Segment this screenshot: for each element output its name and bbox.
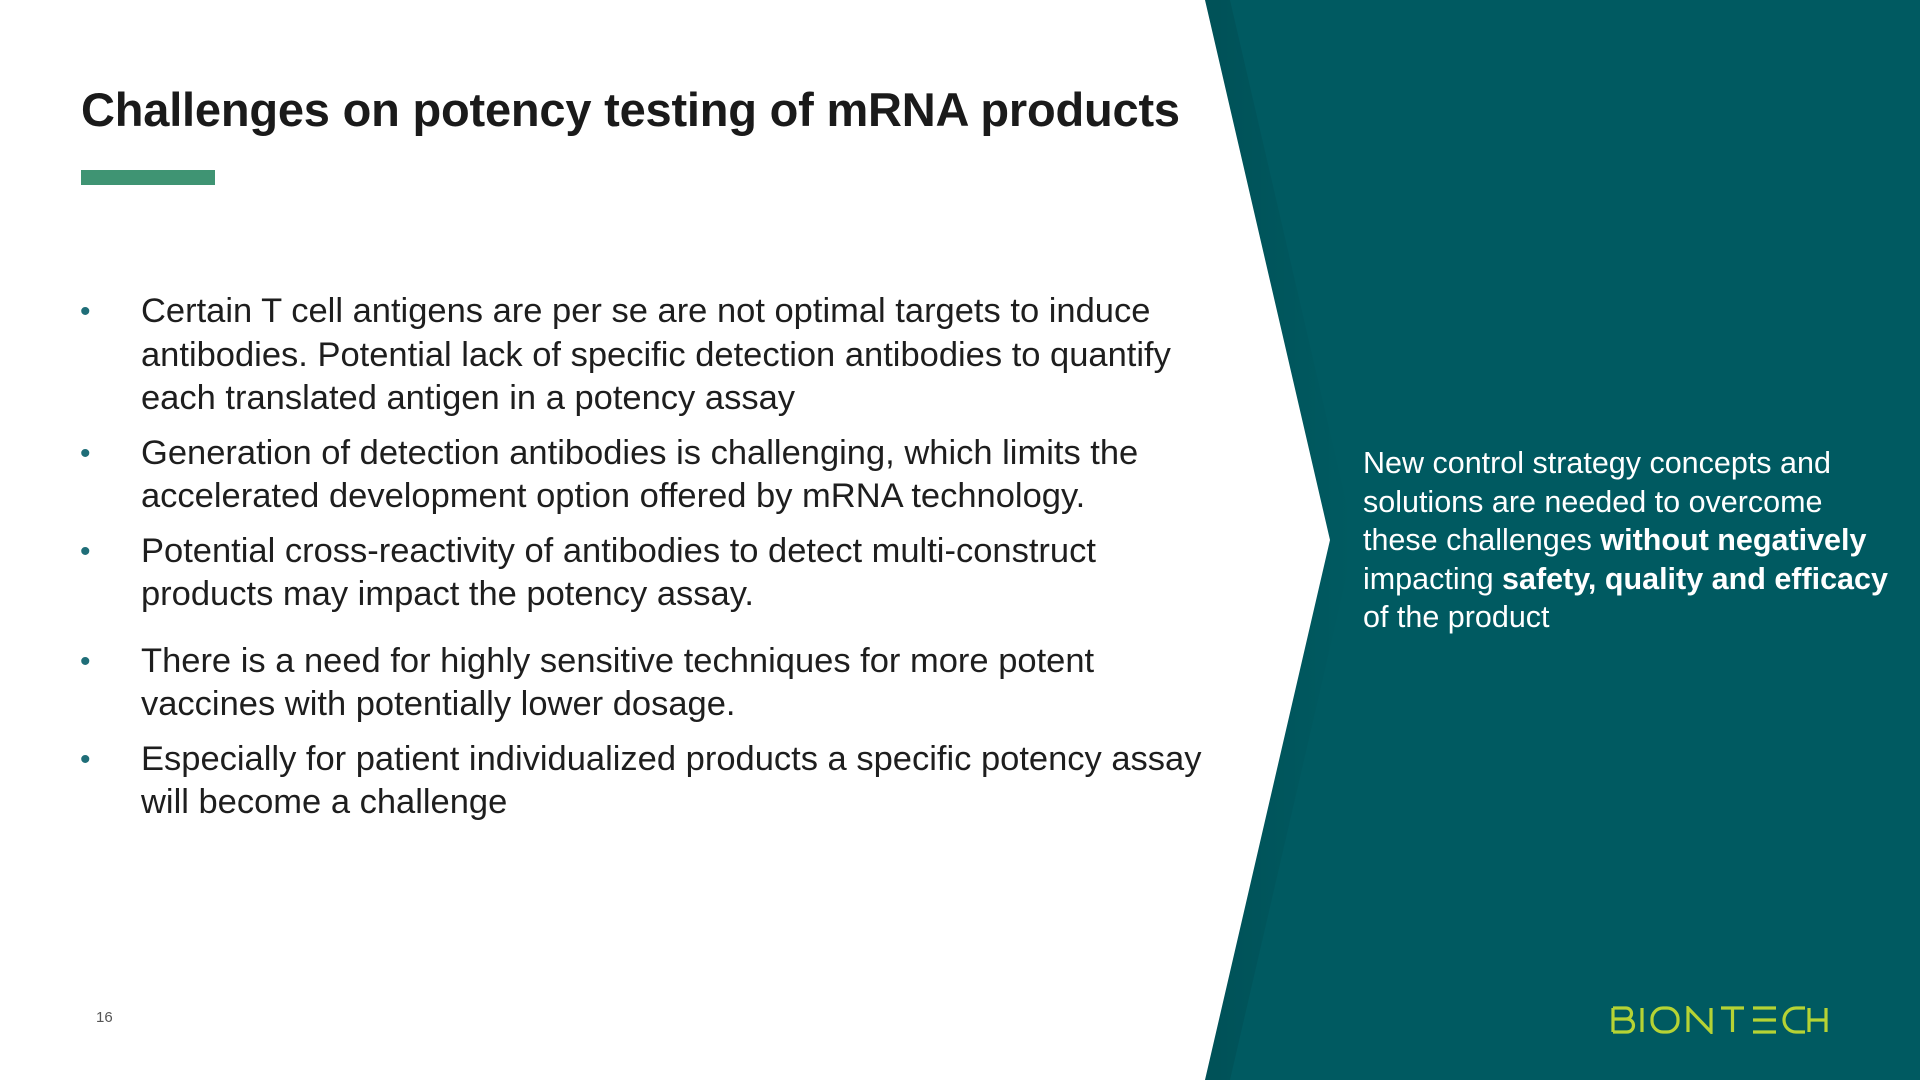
callout-part-1: New control strategy concepts and solutions are needed to overcome these challenges: [1363, 446, 1831, 557]
bullet-text: Certain T cell antigens are per se are not optimal targets to induce antibodies. Potential lack of specific detection antibodies to quantify each translated antigen in a potency assay: [141, 292, 1171, 417]
bullet-list: [80, 290, 1230, 825]
bullet-text: Especially for patient individualized products a specific potency assay will become a challenge: [141, 739, 1202, 821]
title-accent-bar: [81, 170, 215, 185]
callout-bold-2: safety, quality and efficacy: [1502, 561, 1888, 596]
bullet-marker: •: [80, 534, 91, 568]
bullet-marker: •: [80, 644, 91, 678]
slide-title: Challenges on potency testing of mRNA products: [81, 83, 1180, 136]
bullet-text: Potential cross-reactivity of antibodies to detect multi-construct products may impact the potency assay.: [141, 531, 1096, 613]
callout-bold-1: without negatively: [1600, 523, 1867, 557]
bullet-marker: •: [80, 436, 91, 470]
bullet-marker: •: [80, 742, 91, 776]
callout-part-2: impacting: [1363, 561, 1503, 596]
callout-part-3: of the product: [1363, 600, 1550, 634]
biontech-logo: [1610, 1006, 1830, 1034]
bullet-item: [80, 738, 1230, 825]
page-number: 16: [96, 1009, 113, 1026]
bullet-text: There is a need for highly sensitive techniques for more potent vaccines with potentially lower dosage.: [141, 641, 1095, 723]
bullet-item: [80, 290, 1230, 421]
bullet-text: Generation of detection antibodies is challenging, which limits the accelerated development option offered by mRNA technology.: [141, 433, 1139, 515]
bullet-item: [80, 530, 1230, 617]
bullet-item: [80, 640, 1230, 727]
callout-text: [1363, 444, 1903, 637]
bullet-item: [80, 432, 1230, 519]
bullet-marker: •: [80, 295, 91, 328]
